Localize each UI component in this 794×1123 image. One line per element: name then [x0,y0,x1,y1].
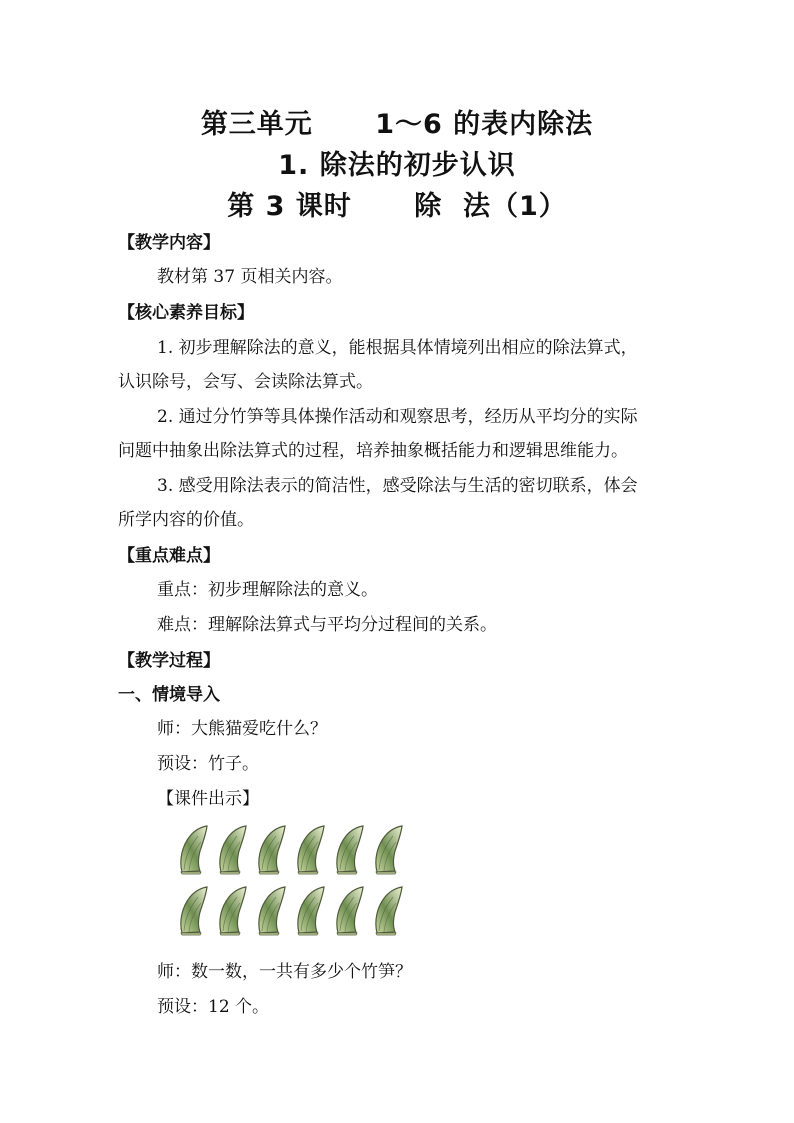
bamboo-shoot-icon [215,824,251,876]
bamboo-shoot-icon [371,824,407,876]
bamboo-shoot-icon [176,824,212,876]
goal-1-line-2: 认识除号，会写、会读除法算式。 [118,372,373,392]
teacher-question-2: 师：数一数，一共有多少个竹笋？ [157,962,412,982]
bamboo-shoot-icon [215,885,251,937]
goal-2-line-1: 2. 通过分竹笋等具体操作活动和观察思考，经历从平均分的实际 [157,407,638,427]
lesson-title: 第 3 课时 除 法（1） [227,191,567,222]
bamboo-shoot-icon [371,885,407,937]
heading-core-goals: 【核心素养目标】 [118,303,254,323]
section-title: 1. 除法的初步认识 [278,150,516,181]
goal-3-line-1: 3. 感受用除法表示的简洁性，感受除法与生活的密切联系，体会 [157,476,638,496]
goal-3-line-2: 所学内容的价值。 [118,510,254,530]
bamboo-shoot-icon [293,824,329,876]
heading-key-points: 【重点难点】 [118,546,220,566]
teaching-content-text: 教材第 37 页相关内容。 [157,267,343,287]
teacher-question-1: 师：大熊猫爱吃什么？ [157,719,327,739]
key-point-text: 重点：初步理解除法的意义。 [157,580,378,600]
heading-teaching-content: 【教学内容】 [118,233,220,253]
bamboo-shoot-icon [293,885,329,937]
goal-2-line-2: 问题中抽象出除法算式的过程，培养抽象概括能力和逻辑思维能力。 [118,441,628,461]
preset-answer-2: 预设：12 个。 [157,997,270,1017]
bamboo-shoot-icon [254,824,290,876]
bamboo-shoot-icon [176,885,212,937]
courseware-label: 【课件出示】 [157,789,259,809]
heading-teaching-process: 【教学过程】 [118,651,220,671]
bamboo-shoot-icon [332,885,368,937]
bamboo-shoot-icon [332,824,368,876]
bamboo-shoot-icon [254,885,290,937]
unit-title: 第三单元 1～6 的表内除法 [200,109,594,140]
goal-1-line-1: 1. 初步理解除法的意义，能根据具体情境列出相应的除法算式， [157,338,638,358]
preset-answer-1: 预设：竹子。 [157,754,259,774]
bamboo-shoots-illustration [172,822,412,942]
section-1-title: 一、情境导入 [118,685,220,705]
difficulty-text: 难点：理解除法算式与平均分过程间的关系。 [157,615,497,635]
